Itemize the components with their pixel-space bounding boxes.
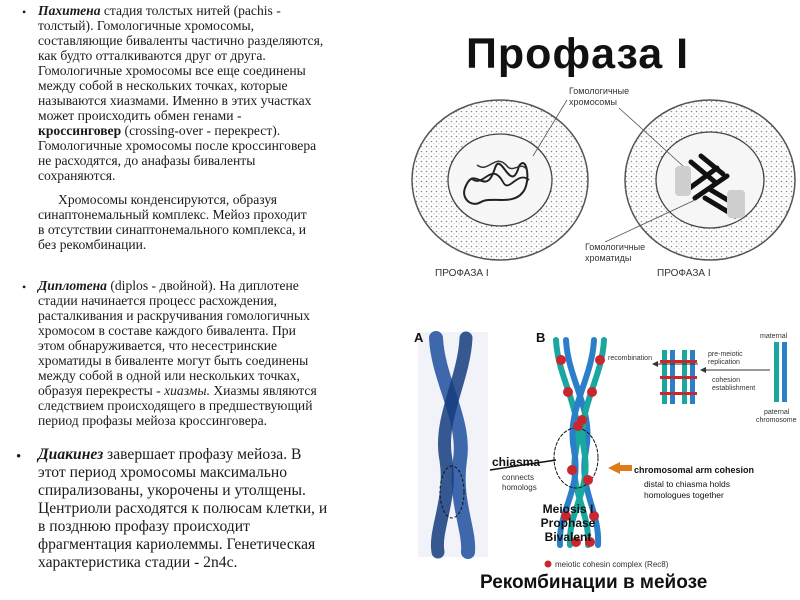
pachytene-line-9: кроссинговер (crossing-over - перекрест). <box>38 123 281 138</box>
label-homologous-chromatids-1: Гомологичные <box>585 242 646 252</box>
condense-line-1: Хромосомы конденсируются, образуя <box>58 192 278 207</box>
condense-line-3: в отсутствии синаптонемального комплекса, и <box>38 222 307 237</box>
connects-label-1: connects <box>502 473 535 482</box>
recombination-label: recombination <box>608 355 652 362</box>
diakinesis-line-3: спирализованы, укорочены и утолщены. <box>38 482 306 499</box>
diakinesis-line-4: Центриоли расходятся к полюсам клетки, и <box>38 500 328 517</box>
cohesion-est-label-1: cohesion <box>712 377 741 384</box>
pachytene-line-11: не расходятся, до анафазы биваленты <box>38 153 256 168</box>
cell-left <box>412 100 588 260</box>
chiasma-callout <box>490 455 556 492</box>
legend-label: meiotic cohesin complex (Rec8) <box>555 560 669 569</box>
pre-meiotic-label-2: replication <box>708 359 740 366</box>
prophase-cells-diagram <box>405 70 800 295</box>
diakinesis-line-7: характеристика стадии - 2n4c. <box>38 554 238 571</box>
pachytene-line-1: Пахитена стадия толстых нитей (pachis - <box>38 3 281 18</box>
paternal-label-2: chromosome <box>756 417 797 424</box>
label-homologous-chromosomes-1: Гомологичные <box>569 86 630 96</box>
diakinesis-line-1: Диакинез завершает профазу мейоза. В <box>38 446 302 463</box>
bullet: • <box>22 5 27 19</box>
cohesion-title: chromosomal arm cohesion <box>634 465 755 475</box>
legend-dot <box>545 561 552 568</box>
diakinesis-line-6: фрагментация кариолеммы. Генетическая <box>38 536 316 553</box>
condense-line-2: синаптонемальный комплекс. Мейоз проходит <box>38 207 307 222</box>
pachytene-line-2: толстый). Гомологичные хромосомы, <box>38 18 254 33</box>
label-homologous-chromatids-2: хроматиды <box>585 253 632 263</box>
bullet: • <box>16 449 22 465</box>
pachytene-line-8: может происходить обмен генами - <box>38 108 242 123</box>
diplotene-line-6: хроматиды в биваленте могут быть соединены <box>38 353 309 368</box>
label-prophase-right: ПРОФАЗА I <box>657 268 711 279</box>
diplotene-line-10: период профазы мейоза кроссинговера. <box>38 413 268 428</box>
diplotene-line-5: этом обнаруживается, что несестринские <box>38 338 277 353</box>
diplotene-line-1: Диплотена (diplos - двойной). На диплотене <box>38 278 299 293</box>
pachytene-line-5: Гомологичные хромосомы все еще соединены <box>38 63 306 78</box>
cohesion-desc-1: distal to chiasma holds <box>644 479 730 489</box>
figure-caption: Рекомбинации в мейозе <box>480 572 708 593</box>
meiosis-label-2: Prophase <box>540 516 596 530</box>
micrograph-panel-a <box>418 332 488 557</box>
diplotene-line-8: образуя перекресты - хиазмы. Хиазмы являются <box>38 383 317 398</box>
diplotene-line-9: следствием происходящего в предшествующий <box>38 398 313 413</box>
panel-a-label: A <box>414 330 424 345</box>
pachytene-line-12: сохраняются. <box>38 168 116 183</box>
condense-line-4: без рекомбинации. <box>38 237 147 252</box>
label-homologous-chromosomes-2: хромосомы <box>569 97 617 107</box>
pachytene-line-6: между собой в нескольких точках, которые <box>38 78 288 93</box>
pre-meiotic-label-1: pre-meiotic <box>708 351 743 358</box>
cohesion-desc-2: homologues together <box>644 490 724 500</box>
diplotene-line-4: хромосом в составе каждого бивалента. При <box>38 323 296 338</box>
cohesion-est-label-2: establishment <box>712 385 756 392</box>
meiosis-label-3: Bivalent <box>544 530 592 544</box>
bullet: • <box>22 280 27 294</box>
connects-label-2: homologs <box>502 483 537 492</box>
diplotene-line-2: стадии начинается процесс расхождения, <box>38 293 277 308</box>
diplotene-line-7: между собой в одной или нескольких точках, <box>38 368 300 383</box>
meiosis-label-1: Meiosis I <box>542 502 594 516</box>
maternal-label: maternal <box>760 333 788 340</box>
slide-title: Профаза I <box>466 30 690 78</box>
diplotene-line-3: расталкивания и раскручивания гомологичных <box>38 308 310 323</box>
diakinesis-line-5: в позднюю профазу происходит <box>38 518 250 535</box>
label-prophase-left: ПРОФАЗА I <box>435 268 489 279</box>
chiasma-label: chiasma <box>492 455 541 469</box>
pachytene-line-10: Гомологичные хромосомы после кроссинговера <box>38 138 317 153</box>
recombination-figure <box>408 320 800 575</box>
diakinesis-line-2: этот период хромосомы максимально <box>38 464 287 481</box>
cell-right <box>625 100 795 260</box>
pachytene-line-7: называются хиазмами. Именно в этих участках <box>38 93 312 108</box>
pachytene-line-4: как будто отталкиваются друг от друга. <box>38 48 266 63</box>
paternal-label-1: paternal <box>764 409 790 416</box>
cohesion-arrow <box>608 462 632 474</box>
panel-b-label: B <box>536 330 546 345</box>
pachytene-line-3: составляющие биваленты частично разделяются, <box>38 33 324 48</box>
